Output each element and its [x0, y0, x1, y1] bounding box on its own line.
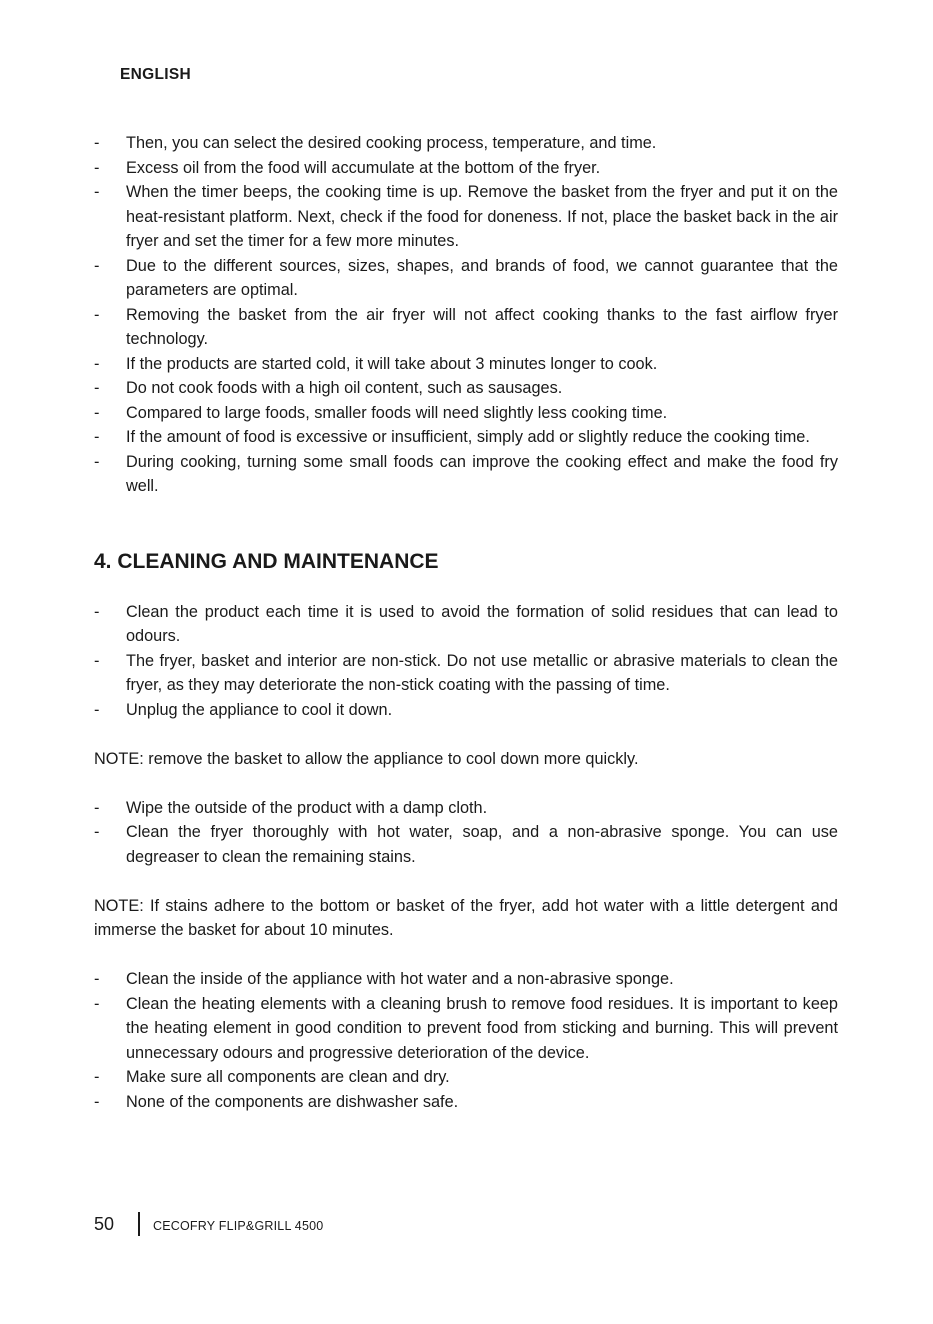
list-item [94, 352, 838, 377]
list-item-text: Clean the heating elements with a cleaning brush to remove food residues. It is important to keep the heating element in good condition to prevent food from sticking and burning. This will prevent unnecessary odours and progressive deterioration of the device. [126, 994, 838, 1062]
list-item [94, 131, 838, 156]
list-item [94, 401, 838, 426]
list-item [94, 796, 838, 821]
cleaning-list-2 [94, 796, 838, 870]
bullet-dash: - [94, 256, 100, 275]
list-item [94, 425, 838, 450]
list-item-text: Make sure all components are clean and dry. [126, 1068, 450, 1086]
bullet-dash: - [94, 994, 100, 1013]
list-item [94, 156, 838, 181]
bullet-dash: - [94, 700, 100, 719]
list-item-text: Clean the product each time it is used to avoid the formation of solid residues that can lead to odours. [126, 602, 838, 645]
list-item-text: Do not cook foods with a high oil content, such as sausages. [126, 379, 563, 397]
language-label: ENGLISH [120, 66, 191, 83]
list-item [94, 180, 838, 254]
bullet-dash: - [94, 183, 100, 201]
list-item-text: Clean the fryer thoroughly with hot water, soap, and a non-abrasive sponge. You can use degreaser to clean the remaining stains. [126, 823, 838, 866]
bullet-dash: - [94, 823, 100, 841]
list-item [94, 1090, 838, 1115]
list-item-text: The fryer, basket and interior are non-stick. Do not use metallic or abrasive materials to clean the fryer, as they may deteriorate the non-stick coating with the passing of time. [126, 651, 838, 694]
list-item-text: Clean the inside of the appliance with hot water and a non-abrasive sponge. [126, 970, 674, 988]
bullet-dash: - [94, 452, 100, 471]
list-item [94, 1065, 838, 1090]
note-paragraph: NOTE: remove the basket to allow the appliance to cool down more quickly. [94, 749, 639, 768]
note-paragraph: NOTE: If stains adhere to the bottom or basket of the fryer, add hot water with a little detergent and immerse the basket for about 10 minutes. [94, 896, 838, 939]
list-item [94, 376, 838, 401]
list-item-text: Removing the basket from the air fryer will not affect cooking thanks to the fast airflow fryer technology. [126, 305, 838, 348]
bullet-dash: - [94, 134, 100, 152]
cleaning-list [94, 600, 838, 723]
document-body [94, 131, 838, 1114]
list-item [94, 649, 838, 698]
list-item-text: If the products are started cold, it will take about 3 minutes longer to cook. [126, 354, 658, 373]
list-item [94, 967, 838, 992]
model-name: CECOFRY FLIP&GRILL 4500 [153, 1219, 324, 1233]
bullet-dash: - [94, 1068, 100, 1086]
bullet-dash: - [94, 354, 100, 373]
list-item-text: Due to the different sources, sizes, shapes, and brands of food, we cannot guarantee that the parameters are optimal. [126, 256, 838, 299]
list-item-text: If the amount of food is excessive or insufficient, simply add or slightly reduce the cooking time. [126, 428, 810, 446]
list-item-text: Unplug the appliance to cool it down. [126, 700, 393, 719]
usage-tips-list [94, 131, 838, 499]
list-item [94, 303, 838, 352]
bullet-dash: - [94, 158, 100, 177]
bullet-dash: - [94, 379, 100, 397]
list-item [94, 820, 838, 869]
list-item-text: Compared to large foods, smaller foods will need slightly less cooking time. [126, 403, 668, 422]
bullet-dash: - [94, 403, 100, 422]
bullet-dash: - [94, 1092, 100, 1111]
page-number: 50 [94, 1213, 115, 1234]
section-heading: 4. CLEANING AND MAINTENANCE [94, 549, 439, 573]
bullet-dash: - [94, 602, 100, 621]
list-item [94, 698, 838, 723]
bullet-dash: - [94, 798, 100, 817]
bullet-dash: - [94, 305, 100, 324]
bullet-dash: - [94, 970, 100, 988]
list-item-text: When the timer beeps, the cooking time is up. Remove the basket from the fryer and put it on the heat-resistant platform. Next, check if the food for doneness. If not, place the basket back in the air fryer and set the timer for a few more minutes. [126, 183, 838, 250]
list-item [94, 450, 838, 499]
list-item-text: Wipe the outside of the product with a damp cloth. [126, 798, 488, 817]
cleaning-list-3 [94, 967, 838, 1114]
footer-divider [138, 1212, 140, 1236]
page-footer [94, 1212, 323, 1236]
list-item-text: Then, you can select the desired cooking process, temperature, and time. [126, 134, 657, 152]
bullet-dash: - [94, 651, 100, 670]
list-item [94, 254, 838, 303]
list-item-text: None of the components are dishwasher safe. [126, 1092, 459, 1111]
list-item [94, 600, 838, 649]
list-item [94, 992, 838, 1066]
bullet-dash: - [94, 428, 100, 446]
list-item-text: Excess oil from the food will accumulate at the bottom of the fryer. [126, 158, 601, 177]
list-item-text: During cooking, turning some small foods can improve the cooking effect and make the food fry well. [126, 452, 838, 495]
